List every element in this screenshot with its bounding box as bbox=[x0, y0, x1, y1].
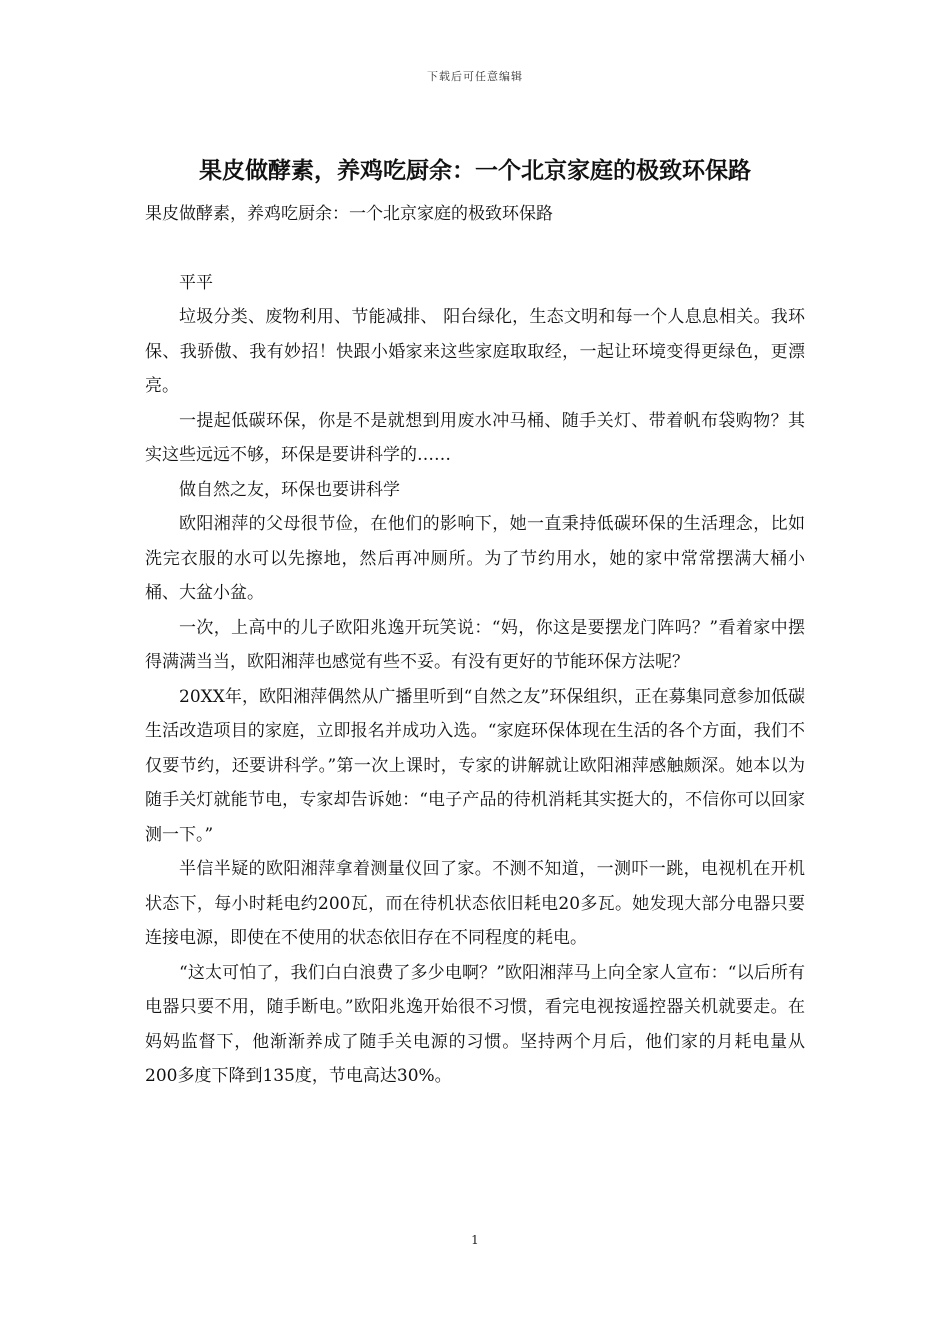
paragraph: 半信半疑的欧阳湘萍拿着测量仪回了家。不测不知道，一测吓一跳，电视机在开机状态下，每小时耗电约200瓦，而在待机状态依旧耗电20多瓦。她发现大部分电器只要连接电源，即使在不使用的状态依旧存在不同程度的耗电。 bbox=[145, 859, 805, 948]
blank-line bbox=[145, 232, 805, 266]
paragraph: 垃圾分类、废物利用、节能减排、 阳台绿化，生态文明和每一个人息息相关。我环保、我骄傲、我有妙招！快跟小婚家来这些家庭取取经，一起让环境变得更绿色，更漂亮。 bbox=[145, 307, 805, 396]
document-body bbox=[145, 197, 805, 1094]
author-line: 平平 bbox=[179, 272, 213, 293]
section-heading: 做自然之友，环保也要讲科学 bbox=[179, 479, 400, 500]
paragraph: “这太可怕了，我们白白浪费了多少电啊？”欧阳湘萍马上向全家人宣布：“以后所有电器只要不用，随手断电。”欧阳兆逸开始很不习惯，看完电视按遥控器关机就要走。在妈妈监督下，他渐渐养成了随手关电源的习惯。坚持两个月后，他们家的月耗电量从200多度下降到135度，节电高达30%。 bbox=[145, 962, 805, 1086]
document-title: 果皮做酵素，养鸡吃厨余：一个北京家庭的极致环保路 bbox=[199, 157, 751, 184]
paragraph: 一次，上高中的儿子欧阳兆逸开玩笑说：“妈，你这是要摆龙门阵吗？”看着家中摆得满满当当，欧阳湘萍也感觉有些不妥。有没有更好的节能环保方法呢？ bbox=[145, 617, 805, 672]
document-subtitle: 果皮做酵素，养鸡吃厨余：一个北京家庭的极致环保路 bbox=[145, 204, 553, 224]
paragraph: 20XX年，欧阳湘萍偶然从广播里听到“自然之友”环保组织，正在募集同意参加低碳生活改造项目的家庭，立即报名并成功入选。“家庭环保体现在生活的各个方面，我们不仅要节约，还要讲科学。”第一次上课时，专家的讲解就让欧阳湘萍感触颇深。她本以为随手关灯就能节电，专家却告诉她：“电子产品的待机消耗其实挺大的，不信你可以回家测一下。” bbox=[145, 686, 805, 845]
page-header: 下载后可任意编辑 bbox=[427, 70, 523, 83]
page-number: 1 bbox=[471, 1233, 479, 1247]
paragraph: 一提起低碳环保，你是不是就想到用废水冲马桶、随手关灯、带着帆布袋购物？其实这些远远不够，环保是要讲科学的…… bbox=[145, 410, 805, 465]
paragraph: 欧阳湘萍的父母很节俭，在他们的影响下，她一直秉持低碳环保的生活理念，比如洗完衣服的水可以先擦地，然后再冲厕所。为了节约用水，她的家中常常摆满大桶小桶、大盆小盆。 bbox=[145, 514, 805, 603]
